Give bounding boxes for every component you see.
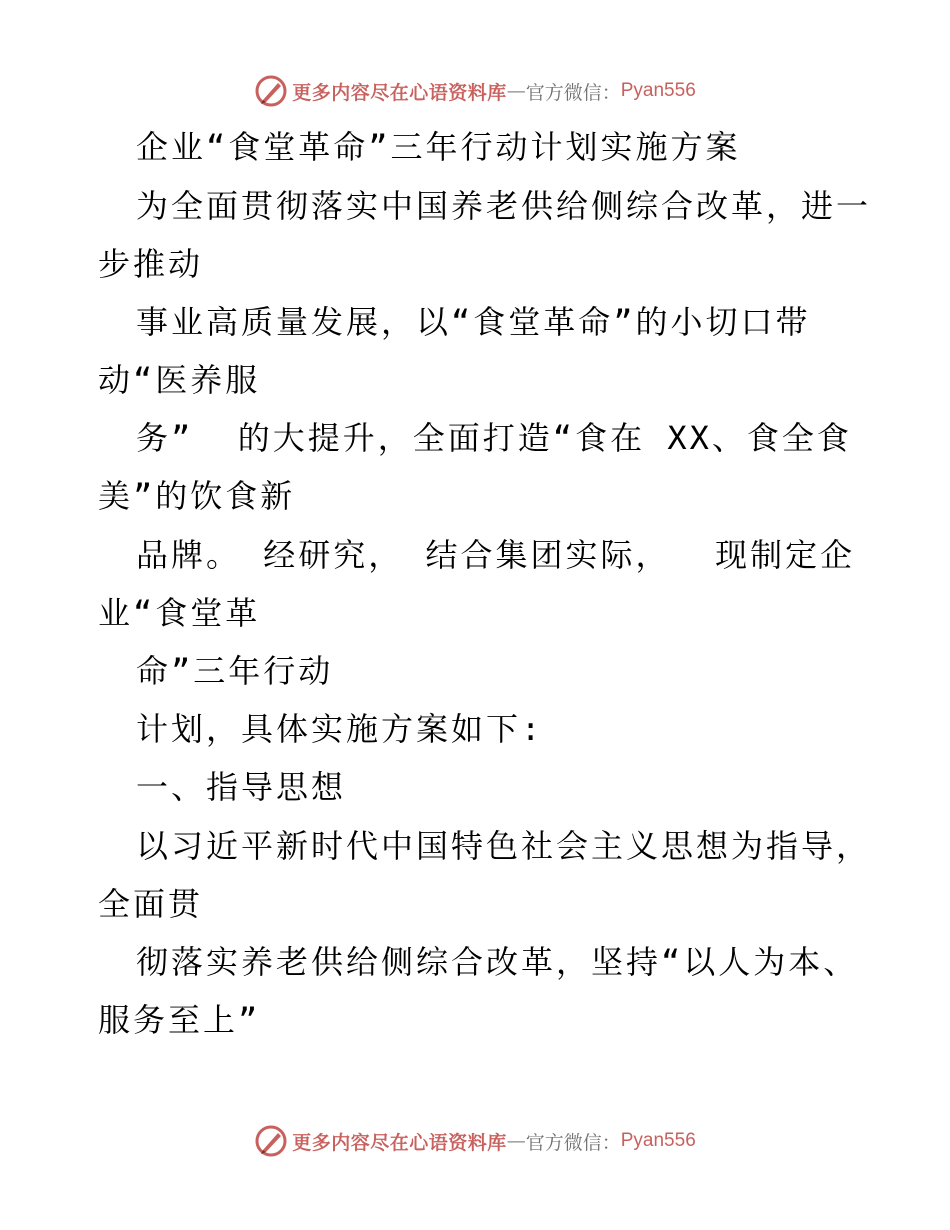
paragraph-line: 命”三年行动 bbox=[136, 652, 334, 690]
section-heading: 一、指导思想 bbox=[136, 768, 347, 806]
paragraph-line: 品牌。 经研究， 结合集团实际， 现制定企 bbox=[136, 536, 856, 574]
wechat-label: 官方微信： bbox=[525, 1131, 621, 1154]
wechat-id: Pyan556 bbox=[620, 80, 696, 101]
watermark-banner-bottom bbox=[0, 1121, 950, 1161]
paragraph-line: 以习近平新时代中国特色社会主义思想为指导， bbox=[136, 827, 872, 865]
watermark-text: 更多内容尽在心语资料库 bbox=[292, 1131, 507, 1154]
paragraph-line: 彻落实养老供给侧综合改革，坚持“以人为本、 bbox=[136, 943, 859, 981]
paragraph-line: 全面贯 bbox=[98, 885, 204, 923]
pen-logo-icon bbox=[254, 74, 288, 108]
paragraph-line: 为全面贯彻落实中国养老供给侧综合改革，进一 bbox=[136, 187, 872, 225]
paragraph-line: 事业高质量发展，以“食堂革命”的小切口带 bbox=[136, 303, 811, 341]
wechat-label: 官方微信： bbox=[525, 81, 621, 104]
document-title: 企业“食堂革命”三年行动计划实施方案 bbox=[136, 128, 741, 166]
paragraph-line: 服务至上” bbox=[98, 1001, 261, 1039]
paragraph-line: 计划，具体实施方案如下: bbox=[136, 710, 544, 748]
watermark-dash: — bbox=[506, 1130, 526, 1152]
wechat-id: Pyan556 bbox=[620, 1130, 696, 1151]
watermark-text: 更多内容尽在心语资料库 bbox=[292, 81, 507, 104]
paragraph-line: 动“医养服 bbox=[98, 361, 261, 399]
watermark-dash: — bbox=[506, 80, 526, 102]
pen-logo-icon bbox=[254, 1124, 288, 1158]
paragraph-line: 务” 的大提升，全面打造“食在 XX、食全食 bbox=[136, 419, 852, 457]
paragraph-line: 美”的饮食新 bbox=[98, 477, 296, 515]
watermark-banner-top bbox=[0, 71, 950, 111]
paragraph-line: 业“食堂革 bbox=[98, 594, 261, 632]
paragraph-line: 步推动 bbox=[98, 245, 204, 283]
